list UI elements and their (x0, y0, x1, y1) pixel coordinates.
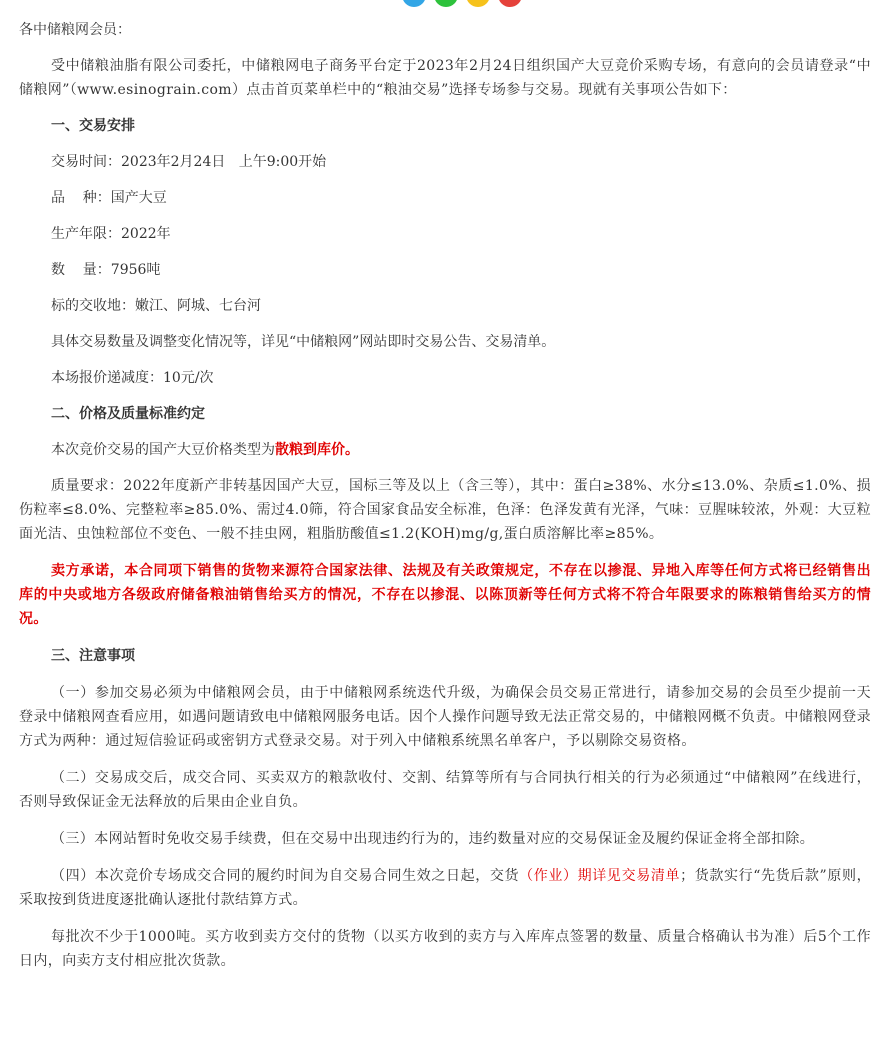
announcement-body (19, 18, 871, 973)
production-year: 生产年限：2022年 (51, 226, 171, 242)
note-4 (19, 864, 871, 912)
section-3-title: 三、注意事项 (51, 648, 135, 664)
note-1: （一）参加交易必须为中储粮网会员，由于中储粮网系统迭代升级，为确保会员交易正常进行，请参加交易的会员至少提前一天登录中储粮网查看应用，如遇问题请致电中储粮网服务电话。因个人操作问题导致无法正常交易的，中储粮网概不负责。中储粮网登录方式为两种：通过短信验证码或密钥方式登录交易。对于列入中储粮系统黑名单客户，予以剔除交易资格。 (19, 685, 871, 749)
delivery-place: 标的交收地：嫩江、阿城、七台河 (51, 298, 261, 314)
price-type-line (19, 438, 871, 462)
price-decrement: 本场报价递减度：10元/次 (51, 370, 214, 386)
note-4-start: （四）本次竞价专场成交合同的履约时间为自交易合同生效之日起，交货 (51, 868, 520, 884)
section-1-title: 一、交易安排 (51, 118, 135, 134)
variety: 品 种：国产大豆 (51, 190, 167, 206)
salutation: 各中储粮网会员： (19, 22, 131, 38)
note-3: （三）本网站暂时免收交易手续费，但在交易中出现违约行为的，违约数量对应的交易保证金及履约保证金将全部扣除。 (51, 831, 815, 847)
section-2-title: 二、价格及质量标准约定 (51, 406, 205, 422)
batch-payment: 每批次不少于1000吨。买方收到卖方交付的货物（以买方收到的卖方与入库库点签署的数量、质量合格确认书为准）后5个工作日内，向卖方支付相应批次货款。 (19, 929, 871, 969)
intro-paragraph: 受中储粮油脂有限公司委托，中储粮网电子商务平台定于2023年2月24日组织国产大豆竞价采购专场，有意向的会员请登录“中储粮网”（www.esinograin.com）点击首页菜单栏中的“粮油交易”选择专场参与交易。现就有关事项公告如下： (19, 58, 871, 98)
wechat-share-icon[interactable] (434, 0, 458, 7)
quality-requirements: 质量要求：2022年度新产非转基因国产大豆，国标三等及以上（含三等），其中：蛋白≥38%、水分≤13.0%、杂质≤1.0%、损伤粒率≤8.0%、完整粒率≥85.0%、需过4.0筛，符合国家食品安全标准，色泽：色泽发黄有光泽，气味：豆腥味较浓，外观：大豆粒面光洁、虫蚀粒部位不变色、一般不挂虫网，粗脂肪酸值≤1.2(KOH)mg/g,蛋白质溶解比率≥85%。 (19, 478, 871, 542)
note-4-end: ；货款实行“先货后款”原则，采取按到货进度逐批确认逐批付款结算方式。 (19, 868, 871, 908)
share-bar (402, 0, 522, 7)
quantity: 数 量：7956吨 (51, 262, 161, 278)
trade-time: 交易时间：2023年2月24日 上午9:00开始 (51, 154, 327, 170)
price-type-value: 散粮到库价。 (275, 442, 359, 458)
qzone-share-icon[interactable] (466, 0, 490, 7)
seller-promise: 卖方承诺，本合同项下销售的货物来源符合国家法律、法规及有关政策规定，不存在以掺混、异地入库等任何方式将已经销售出库的中央或地方各级政府储备粮油销售给买方的情况，不存在以掺混、以陈顶新等任何方式将不符合年限要求的陈粮销售给买方的情况。 (19, 563, 871, 627)
price-type-prefix: 本次竞价交易的国产大豆价格类型为 (51, 442, 275, 458)
note-4-period-link[interactable]: （作业）期详见交易清单 (519, 868, 681, 884)
details-note: 具体交易数量及调整变化情况等，详见“中储粮网”网站即时交易公告、交易清单。 (51, 334, 556, 350)
note-2: （二）交易成交后，成交合同、买卖双方的粮款收付、交割、结算等所有与合同执行相关的行为必须通过“中储粮网”在线进行，否则导致保证金无法释放的后果由企业自负。 (19, 770, 871, 810)
qq-share-icon[interactable] (402, 0, 426, 7)
weibo-share-icon[interactable] (498, 0, 522, 7)
